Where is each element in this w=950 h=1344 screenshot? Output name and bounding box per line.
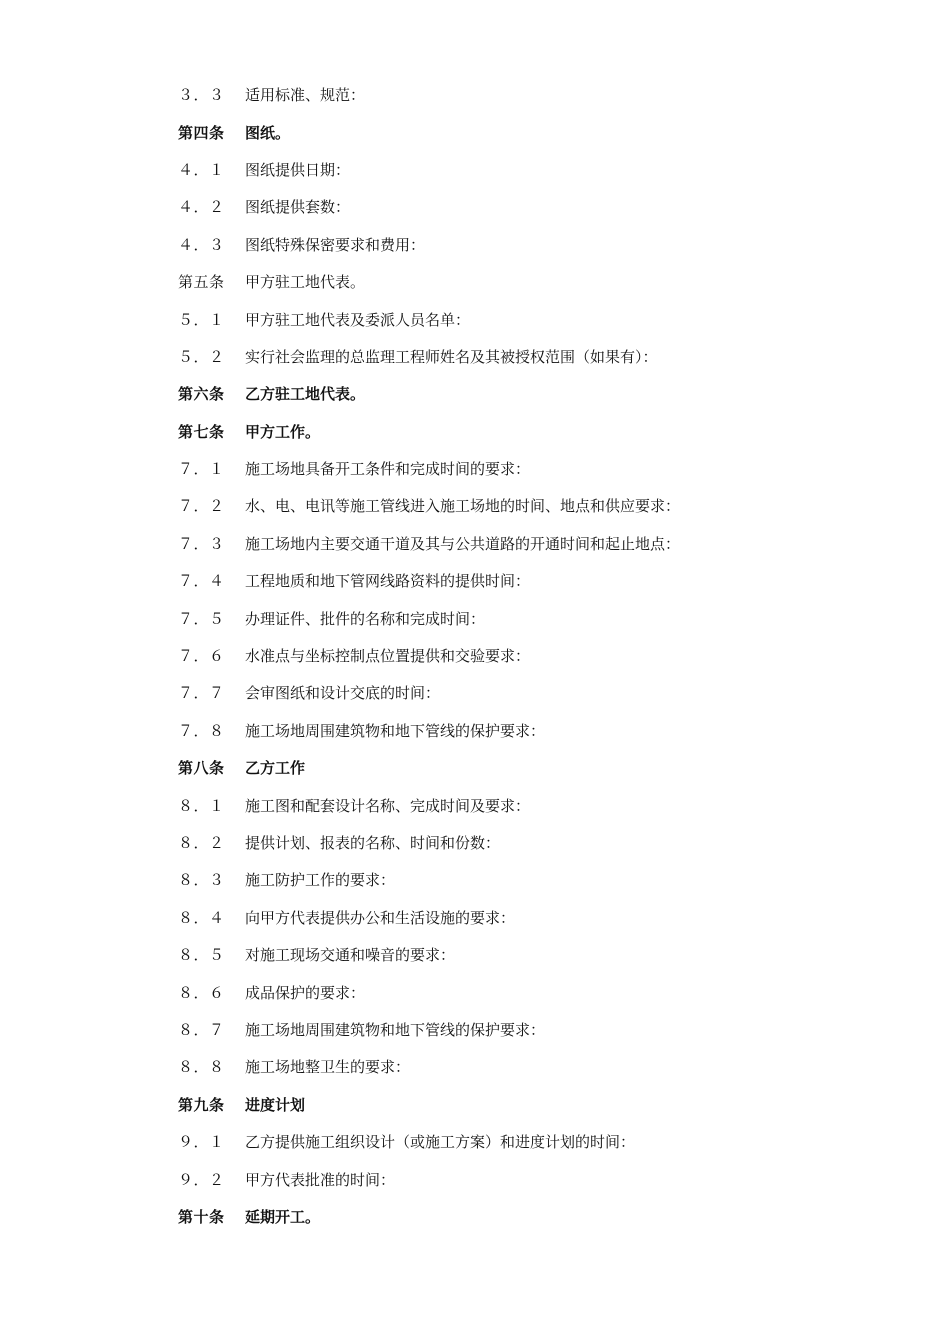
article-number: 第九条 bbox=[178, 1095, 225, 1114]
clause-text: 图纸提供套数： bbox=[245, 198, 351, 217]
clause-text: 水、电、电讯等施工管线进入施工场地的时间、地点和供应要求： bbox=[245, 497, 681, 516]
clause-text: 乙方提供施工组织设计（或施工方案）和进度计划的时间： bbox=[245, 1133, 636, 1152]
clause-text: 提供计划、报表的名称、时间和份数： bbox=[245, 834, 501, 852]
clause-number: ８．８ bbox=[178, 1058, 225, 1077]
clause-line bbox=[178, 151, 878, 188]
article-title: 甲方驻工地代表。 bbox=[245, 273, 366, 292]
article-number: 第五条 bbox=[178, 273, 225, 292]
clause-line bbox=[178, 76, 878, 113]
clause-text: 会审图纸和设计交底的时间： bbox=[245, 684, 441, 703]
clause-line bbox=[178, 899, 878, 936]
article-heading bbox=[178, 263, 878, 300]
clause-number: ８．６ bbox=[178, 983, 225, 1002]
clause-number: ７．２ bbox=[178, 497, 225, 516]
clause-number: ７．８ bbox=[178, 721, 225, 740]
clause-number: ９．１ bbox=[178, 1133, 225, 1152]
clause-number: ７．７ bbox=[178, 684, 225, 703]
clause-number: ４．２ bbox=[178, 198, 225, 217]
clause-number: ７．３ bbox=[178, 534, 225, 553]
clause-number: ９．２ bbox=[178, 1170, 225, 1189]
article-title: 图纸。 bbox=[245, 123, 291, 142]
clause-text: 施工场地具备开工条件和完成时间的要求： bbox=[245, 460, 531, 479]
article-heading bbox=[178, 413, 878, 450]
clause-line bbox=[178, 300, 878, 337]
clause-text: 施工场地周围建筑物和地下管线的保护要求： bbox=[245, 721, 546, 740]
article-title: 甲方工作。 bbox=[245, 422, 321, 441]
clause-line bbox=[178, 562, 878, 599]
clause-number: ４．３ bbox=[178, 235, 225, 254]
clause-number: ５．２ bbox=[178, 347, 225, 366]
article-heading bbox=[178, 113, 878, 150]
clause-text: 甲方驻工地代表及委派人员名单： bbox=[245, 310, 471, 329]
clause-text: 施工图和配套设计名称、完成时间及要求： bbox=[245, 796, 531, 815]
clause-number: ７．６ bbox=[178, 647, 225, 666]
clause-number: ８．４ bbox=[178, 908, 225, 927]
clause-line bbox=[178, 936, 878, 973]
clause-text: 施工防护工作的要求： bbox=[245, 871, 396, 890]
article-number: 第十条 bbox=[178, 1207, 225, 1226]
article-number: 第六条 bbox=[178, 385, 225, 404]
clause-line bbox=[178, 226, 878, 263]
clause-text: 成品保护的要求： bbox=[245, 983, 366, 1002]
clause-text: 工程地质和地下管网线路资料的提供时间： bbox=[245, 572, 531, 591]
clause-line bbox=[178, 824, 878, 861]
clause-line bbox=[178, 1048, 878, 1085]
clause-number: ８．２ bbox=[178, 834, 225, 852]
clause-text: 办理证件、批件的名称和完成时间： bbox=[245, 609, 486, 628]
article-heading bbox=[178, 1198, 878, 1235]
clause-line bbox=[178, 525, 878, 562]
clause-line bbox=[178, 188, 878, 225]
contract-clauses bbox=[178, 76, 878, 1235]
clause-line bbox=[178, 450, 878, 487]
clause-text: 对施工现场交通和噪音的要求： bbox=[245, 946, 456, 965]
article-heading bbox=[178, 375, 878, 412]
clause-text: 图纸提供日期： bbox=[245, 160, 351, 179]
article-title: 延期开工。 bbox=[245, 1207, 321, 1226]
clause-line bbox=[178, 973, 878, 1010]
clause-line bbox=[178, 338, 878, 375]
article-title: 进度计划 bbox=[245, 1095, 306, 1114]
article-number: 第八条 bbox=[178, 759, 225, 778]
clause-line bbox=[178, 674, 878, 711]
article-number: 第四条 bbox=[178, 123, 225, 142]
clause-line bbox=[178, 1160, 878, 1197]
clause-text: 水准点与坐标控制点位置提供和交验要求： bbox=[245, 647, 531, 666]
clause-line bbox=[178, 786, 878, 823]
clause-number: ３．３ bbox=[178, 86, 225, 105]
clause-text: 施工场地整卫生的要求： bbox=[245, 1058, 411, 1077]
article-title: 乙方工作 bbox=[245, 759, 306, 778]
article-heading bbox=[178, 749, 878, 786]
clause-text: 实行社会监理的总监理工程师姓名及其被授权范围（如果有）： bbox=[245, 347, 658, 366]
article-title: 乙方驻工地代表。 bbox=[245, 385, 366, 404]
clause-text: 施工场地内主要交通干道及其与公共道路的开通时间和起止地点： bbox=[245, 534, 681, 553]
clause-text: 图纸特殊保密要求和费用： bbox=[245, 235, 426, 254]
clause-line bbox=[178, 1123, 878, 1160]
clause-number: ８．１ bbox=[178, 796, 225, 815]
clause-line bbox=[178, 599, 878, 636]
clause-number: ８．７ bbox=[178, 1020, 225, 1039]
clause-line bbox=[178, 1011, 878, 1048]
clause-line bbox=[178, 861, 878, 898]
clause-text: 适用标准、规范： bbox=[245, 86, 366, 105]
clause-text: 甲方代表批准的时间： bbox=[245, 1170, 396, 1189]
clause-number: ７．４ bbox=[178, 572, 225, 591]
clause-line bbox=[178, 487, 878, 524]
article-number: 第七条 bbox=[178, 422, 225, 441]
clause-text: 施工场地周围建筑物和地下管线的保护要求： bbox=[245, 1020, 546, 1039]
clause-number: ８．３ bbox=[178, 871, 225, 890]
clause-number: ５．１ bbox=[178, 310, 225, 329]
clause-number: ４．１ bbox=[178, 160, 225, 179]
clause-line bbox=[178, 712, 878, 749]
clause-number: ８．５ bbox=[178, 946, 225, 965]
clause-number: ７．１ bbox=[178, 460, 225, 479]
clause-text: 向甲方代表提供办公和生活设施的要求： bbox=[245, 908, 516, 927]
clause-line bbox=[178, 637, 878, 674]
clause-number: ７．５ bbox=[178, 609, 225, 628]
article-heading bbox=[178, 1086, 878, 1123]
